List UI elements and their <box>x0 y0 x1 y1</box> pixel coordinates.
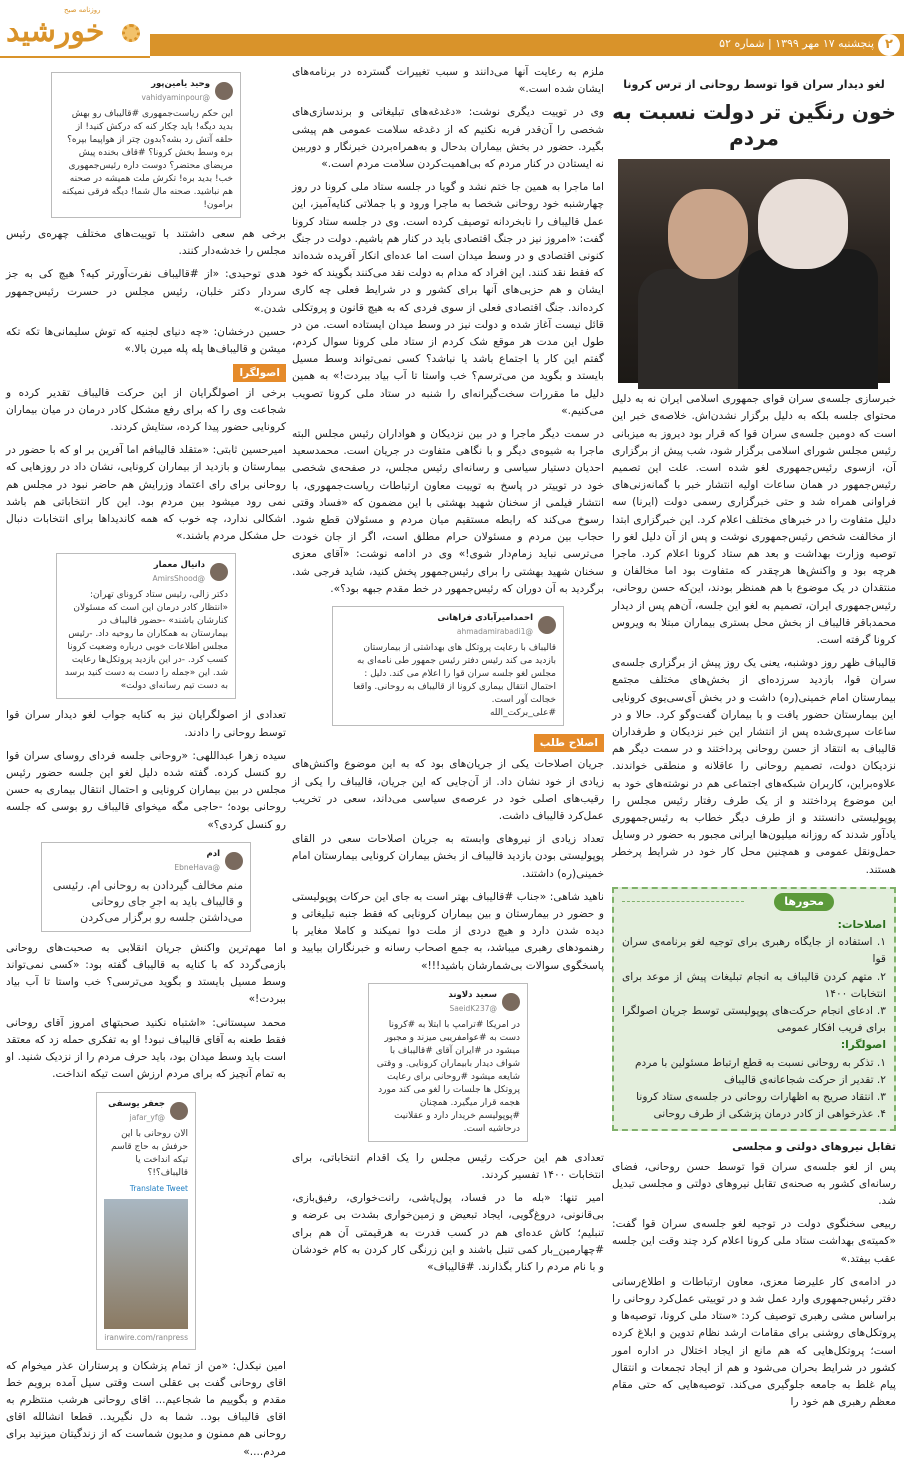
tweet-card: احمدامیرآبادی فراهانی @ahmadamirabadi1 قالیباف با رعایت پروتکل های بهداشتی از بیمارستان بازدید می کند رئیس دفتر رئیس جمهور طی نامه‌ای به مجلس لغو جلسه سران قوا را اعلام می کند. دلیل : احتمال انتقال بیماری کرونا از قالیباف به روحانی. واقعا خجالت آور است. #علی_برکت_الله <box>332 606 564 726</box>
body-paragraph: اما مهم‌ترین واکنش جریان انقلابی به صحبت‌های روحانی بازمی‌گردد که با کنایه به قالیباف گفته بود: «کسی نمی‌تواند وسط مسیل بایستد و بگوید می‌ترسی؟ خب واستا تا آب بیاد ببردت!» <box>6 941 286 1006</box>
translate-link[interactable]: Translate Tweet <box>129 1183 188 1193</box>
body-paragraph: ربیعی سخنگوی دولت در توجیه لغو جلسه‌ی سران قوا گفت: «کمیته‌ی بهداشت ستاد ملی کرونا اعلام کرد چند وقت این جلسه عقب بیفتد.» <box>612 1218 896 1265</box>
body-paragraph: برخی هم سعی داشتند با توییت‌های مختلف چهره‌ی رئیس مجلس را خدشه‌دار کنند. <box>6 228 286 258</box>
body-paragraph: محمد سیستانی: «اشتباه نکنید صحبتهای امروز آقای روحانی فقط طعنه به آقای قالیباف نبود! او به تفکری حمله زد که معتقد است باید وسط میدان بود، باید حرف مردم را از نزدیک شنید. او به تمام آنچیز که برای مردم ارزش است تیکه انداخت. <box>6 1016 286 1081</box>
principle-item: ۱. تذکر به روحانی نسبت به قطع ارتباط مسئولین با مردم <box>634 1056 886 1069</box>
logo-subtitle: روزنامه صبح <box>64 6 101 14</box>
page-number: ۲ <box>878 34 900 56</box>
article-kicker: لغو دیدار سران قوا توسط روحانی از ترس کرونا <box>623 78 885 91</box>
body-paragraph: امین نیکدل: «من از تمام پزشکان و پرستاران عذر میخوام که اقای روحانی گفت بی عقلی است وقتی سیل آمده برویم خط مقدم و بگوییم ما شجاعیم... اقای روحانی هرشب منتظرم به اقای قالیباف بود.. شما به دل نگیرید.. قطعا انشالله اقای روحانی هم ممنون و مدیون شماست که از زندگیتان میزنید برای مردم....» <box>6 1359 286 1458</box>
reform-label: اصلاحات: <box>837 918 886 931</box>
body-paragraph: سیده زهرا عبداللهی: «روحانی جلسه فردای روسای سران قوا رو کنسل کرده. گفته شده دلیل لغو این جلسه حضور رئیس مجلس در بین بیماران کرونایی و احتمال انتقال بیماری به حسن روحانی بوده؛ -حاجی مگه میخوای قالیباف رو بوسی که جلسه رو کنسل کردی؟» <box>6 749 286 831</box>
body-paragraph: در سمت دیگر ماجرا و در بین نزدیکان و هواداران رئیس مجلس البته ماجرا به شیوه‌ی دیگر و با نگاهی متفاوت در جریان است. محمدسعید احدیان دستیار سیاسی و رسانه‌ای رئیس مجلس، در صفحه‌ی شخصی خود در توییتر در پاسخ به توییت معاون ارتباطات ریاست‌جمهوری، با انتشار فیلمی از سخنان شهید بهشتی با این مضمون که «فساد وقتی رسوخ می‌کند که رابطه مستقیم میان مردم و مسئولان قطع شود. حجاب بین مردم و مسئولان حرام مطلق است، اگر از جان خودت می‌ترسی نباید زمام‌دار شوی!» وی در ادامه نوشت: «آقای معزی سخنان شهید بهشتی را برای رئیس‌جمهور پخش کنید، شاید فرجی شد. برگردید به آن دوران که رئیس‌جمهور در خط مقدم جبهه بود؟». <box>292 428 604 595</box>
tweet-image <box>104 1199 188 1329</box>
logo-area <box>0 0 150 58</box>
column-left <box>6 64 286 1458</box>
body-paragraph: در ادامه‌ی کار علیرضا معزی، معاون ارتباطات و اطلاع‌رسانی دفتر رئیس‌جمهوری وارد عمل شد و در توییتی عمل‌کرد روحانی را براساس مشی رهبری توصیف کرد: «ستاد ملی کرونا، توصیه‌ها و پروتکل‌های روشنی برای مقامات ارشد نظام تدوین و ابلاغ کرده است؛ پروتکل‌هایی که هم مانع از ایجاد اختلال در اداره امور کشور در شرایط بحران می‌شود و هم از ایجاد تجمعات و انتقال پیام غلط به جامعه جلوگیری می‌کند. توصیه‌هایی که حتی مقام معظم رهبری هم خود را <box>612 1275 896 1409</box>
reform-item: ۱. استفاده از جایگاه رهبری برای توجیه لغو برنامه‌ی سران قوا <box>622 936 886 966</box>
body-paragraph: امیرحسین ثابتی: «متقلد قالیبافم اما آفرین بر او که با حضور در بیمارستان و بازدید از بیماران کرونایی، نشان داد در روزهایی که روحانی برای رای اعتماد وزرایش هم حاضر نبود در مجلس هم نمی رود میشود بین مردم بود. این کار انتخاباتی هم باشد اشکالی ندارد، چه خوب که همه کاندیداها برای انتخابات دنبال حل مشکل مردم باشند.» <box>6 444 286 543</box>
column-middle <box>292 64 604 1276</box>
principle-tag: اصولگرا <box>233 364 286 382</box>
body-paragraph: تعدادی از اصولگرایان نیز به کنایه جواب لغو دیدار سران قوا توسط روحانی را دادند. <box>6 709 286 739</box>
tweet-card: سعید دلاوند @SaeidK237 در امریکا #ترامپ با ابتلا به #کرونا دست به #عوامفریبی میزند و مجبور میشود در #ایران آقای #قالیباف با شواف دیدار بابیماران کرونایی. و وقتی شایعه میشود #روحانی برای رعایت پروتکل ها جلسات را لغو می کند مورد هجمه قرار میگیرد. همچنان #پوپولیسم خریدار دارد و عقلانیت درحاشیه است. <box>368 983 528 1142</box>
axes-box-title: محورها <box>774 893 834 911</box>
column-right <box>612 64 896 1409</box>
tweet-card: ادم @EbneHava منم مخالف گیردادن به روحانی ام. رئیسی و قالیباف باید به اجرِ جای روحانی می‌داشتن جلسه رو برگزار می‌کردن <box>41 842 251 932</box>
body-paragraph: هدی توحیدی: «از #قالیباف نفرت‌آورتر کیه؟ هیچ کی به جز سردار دکتر خلبان، رئیس مجلس در حسرت رئیس‌جمهور شدن.» <box>6 268 286 315</box>
axes-box <box>612 887 896 1131</box>
page-info: پنجشنبه ۱۷ مهر ۱۳۹۹ | شماره ۵۲ <box>719 37 874 50</box>
avatar <box>538 616 556 634</box>
body-paragraph: پس از لغو جلسه‌ی سران قوا توسط حسن روحانی، فضای رسانه‌ای کشور به صحنه‌ی تقابل نیروهای دولتی و مجلسی تبدیل شد. <box>612 1160 896 1207</box>
body-paragraph: تعدادی هم این حرکت رئیس مجلس را یک اقدام انتخاباتی، برای انتخابات ۱۴۰۰ تفسیر کردند. <box>292 1151 604 1181</box>
principle-item: ۳. انتقاد صریح به اظهارات روحانی در جلسه‌ی ستاد کرونا <box>636 1090 886 1103</box>
logo: خورشید <box>6 14 105 49</box>
subhead: تقابل نیروهای دولتی و مجلسی <box>732 1141 896 1154</box>
article-headline: خون رنگین تر دولت نسبت به مردم <box>612 100 896 151</box>
body-paragraph: ملزم به رعایت آنها می‌دانند و سبب تغییرات گسترده در برنامه‌های ایشان شده است.» <box>292 66 604 96</box>
tweet-card: جعفر یوسفی @jafar_yf الان روحانی با این حرفش به حاج قاسم تیکه انداخت یا قالیباف؟!؟ Translate Tweet iranwire.com/ranpress <box>96 1092 196 1350</box>
body-paragraph: تعداد زیادی از نیروهای وابسته به جریان اصلاحات سعی در القای پوپولیستی بودن بازدید قالیباف از بخش بیماران کرونایی بیمارستان امام خمینی(ره) داشتند. <box>292 833 604 880</box>
body-paragraph: وی در توییت دیگری نوشت: «دغدغه‌های تبلیغاتی و برندسازی‌های شخصی را آن‌قدر فربه نکنیم که از دغدغه سلامت عمومی هم پیشی بگیرد. حضور در بخش بیماران بدحال و به‌همراه‌بردن خبرنگار و دوربین نه ایستادن در کنار مردم که بی‌اهمیت‌کردن سلامت مردم است.» <box>292 106 604 171</box>
body-paragraph: خبرسازی جلسه‌ی سران قوای جمهوری اسلامی ایران نه به دلیل محتوای جلسه بلکه به دلیل برگزار نشدن‌اش. خلاصه‌ی خبر این است که دومین جلسه‌ی سران قوا که قرار بود دیروز به میزبانی رئیس مجلس شورای اسلامی برگزار شود، شب پیش از برگزاری آن، ازسوی رئیس‌جمهوری لغو شده است. علت این تصمیم رئیس‌جمهور در همان ساعات اولیه انتشار خبر با گمانه‌زنی‌های فراوانی همراه شد و حتی خبرگزاری رسمی دولت (ایرنا) سه دلیل متفاوت را در خبرهای مختلف اعلام کرد. این خبرگزاری ابتدا از مخالفت شخص رئیس‌جمهوری نوشت و پس از آن دلیل لغو را توصیه وزارت بهداشت و بعد هم ستاد کرونا اعلام کرد. ماجرا هرچه بود و واکنش‌ها هرچقدر که متفاوت بود اما مخالفان و منتقدان در یک موضوع با هم همنظر بودند، این‌که حسن روحانی، رئیس‌جمهوری ایران، تصمیم به لغو این جلسه، آن‌هم پس از دیدار محمدباقر قالیباف از بخش محل بستری بیماران مبتلا به ویروس کرونا گرفته است. <box>612 393 896 647</box>
tweet-card: وحید یامین‌پور @vahidyaminpour این حکم ریاست‌جمهوری #قالیباف رو بهش بدید دیگه! باید چکار کنه که درکش کنید! از حلقه آتش رد بشه؟بدون چتر از هواپیما بپره؟ بره وسط بخش کرونا؟ #قاف بخنده پیش مریضای محتضر؟ دوست داره رئیس‌جمهوری خب! بدید بره! تکرش ملت همیشه در صحنه هم نباشید. صحنه مال شما! دیگه فرقی نمیکنه برامون! <box>51 72 241 218</box>
avatar <box>170 1102 188 1120</box>
body-paragraph: جریان اصلاحات یکی از جریان‌های بود که به این موضوع واکنش‌های زیادی از خود نشان داد. از آن‌جایی که این جریان، قالیباف را یکی از رقیب‌های اصلی خود در عرصه‌ی سیاسی می‌داند، سعی در تخریب عمل‌کرد قالیباف داشت. <box>292 758 604 822</box>
principle-label: اصولگرا: <box>840 1039 886 1052</box>
principle-item: ۴. عذرخواهی از کادر درمان پزشکی از طرف روحانی <box>653 1108 886 1121</box>
body-paragraph: امیر تنها: «بله ما در فساد، پول‌پاشی، رانت‌خواری، رفیق‌بازی، بی‌قانونی، دروغ‌گویی، ایجاد تبعیض و زمین‌خواری بشدت بی عرضه و تنبلیم؛ کاش عده‌ای هم در کسب قدرت به هرقیمتی آن هم برای #چهارمین_بار کمی تنبل باشند و این زرنگی کار کردن به کام خودشان و با نام مردم را کنار بگذارند. #قالیباف» <box>292 1192 604 1273</box>
avatar <box>210 563 228 581</box>
tweet-card: دانیال معمار @AmirsShood دکتر زالی، رئیس ستاد کرونای تهران: «انتظار کادر درمان این است که مسئولان کنارشان باشند» -حضور قالیباف در بیمارستان به همکاران ما روحیه داد. -رئیس مجلس اطلاعات خوبی درباره وضعیت کرونا کسب کرد. -در این بازدید پروتکل‌ها رعایت شد. این «جمله را دست به دست کنید برسد به دست تیم رسانه‌ای دولت» <box>56 553 236 699</box>
avatar <box>502 993 520 1011</box>
body-paragraph: برخی از اصولگرایان از این حرکت قالیباف تقدیر کرده و شجاعت وی را که برای رفع مشکل کادر درمان در میان بیماران کرونایی حضور پیدا کرده، ستایش کردند. <box>6 386 286 434</box>
body-paragraph: حسین درخشان: «چه دنیای لجنیه که توش سلیمانی‌ها تکه تکه میشن و قالیباف‌ها پله پله میرن بالا.» <box>6 326 286 356</box>
lead-photo <box>618 159 890 383</box>
avatar <box>215 82 233 100</box>
body-paragraph: اما ماجرا به همین جا ختم نشد و گویا در جلسه ستاد ملی کرونا در روز چهارشنبه خود روحانی شخصا به ماجرا ورود و با جملاتی کنایه‌آمیز، این عمل قالیباف را نابخردانه توصیف کرده است. وی در جلسه ستاد کرونا گفت: «امروز نیز در جنگ اقتصادی باید در کنار هم باشیم. دولت در جنگ کنونی اقتصادی و در وسط میدان است اما عده‌ای انکار آفریده شده‌اند که فقط نقد کنند. این افراد که مدام به دولت نقد می‌کنند بگویند که خود ایشان و هم حزبی‌های آنها برای کشور و در شرایط فعلی چه کاری کرده‌اند. جنگ اقتصادی فعلی از سوی فردی که به هیچ قانون و پروتکلی قائل نیست آغاز شده و دولت نیز در وسط میدان ایستاده است. من در طول این مدت هر موقع شک کردم از ستاد ملی کرونا سوال کردم، گفتم این کار یا اجتماع باشد یا نباشد؟ کسی نمی‌تواند وسط مسیل بایستد و بگوید من می‌ترسم؟ خب واستا تا آب بیاد ببردت!» به همین دلیل ما مقررات سخت‌گیرانه‌ای را شنبه در ستاد ملی کرونا تصویب می‌کنیم.» <box>292 181 604 417</box>
masthead <box>0 0 904 58</box>
body-paragraph: ناهید شاهی: «جناب #قالیباف بهتر است به جای این حرکات پوپولیستی و حضور در بیمارستان و بین بیماران کرونایی که فقط جنبه تبلیغاتی و دیده شدن دارد و هیچ دردی از ملت دوا نمیکند و کاملا مغایر با رهنمودهای رهبری میباشد، به جمع اصحاب رسانه و خبرنگاران بیایید و پاسخگوی سوالات بی‌شمارشان باشید!!!» <box>292 890 604 972</box>
reform-item: ۲. متهم کردن قالیباف به انجام تبلیغات پیش از موعد برای انتخابات ۱۴۰۰ <box>622 970 886 1000</box>
body-paragraph: قالیباف ظهر روز دوشنبه، یعنی یک روز پیش از برگزاری جلسه‌ی سران قوا، بازدید سرزده‌ای از بخش‌های مختلف مجتمع بیمارستان امام خمینی(ره) داشت و در بخش آی‌سی‌یوی کرونایی این بیمارستان حضور یافت و با بیماران گفت‌وگو کرد. حالا و در ساعات سپری‌شده پس از انتشار این خبر نزدیکان و طرفداران قالیباف به انتقاد از حسن روحانی پرداختند و در سمت دیگر هم نزدیکان دولت، تصمیم روحانی را عاقلانه و منطقی خواندند. علاوه‌براین، کاربران شبکه‌های اجتماعی هم در نوشته‌های خود به این موضوع پرداختند و از یک طرف رفتار رئیس مجلس را پوپولیستی دانستند و از طرف دیگر خطاب به رئیس‌جمهوری یادآور شدند که روزانه میلیون‌ها ایرانی مجبور به حضور در وسایل حمل‌ونقل عمومی و همچنین محل کار خود در شرایط پرخطر هستند. <box>612 657 896 876</box>
reform-item: ۳. ادعای انجام حرکت‌های پوپولیستی توسط جریان اصولگرا برای فریب افکار عمومی <box>622 1004 886 1035</box>
avatar <box>225 852 243 870</box>
sun-icon <box>122 24 140 42</box>
principle-item: ۲. تقدیر از حرکت شجاعانه‌ی قالیباف <box>723 1073 886 1086</box>
reform-tag: اصلاح طلب <box>534 734 604 752</box>
